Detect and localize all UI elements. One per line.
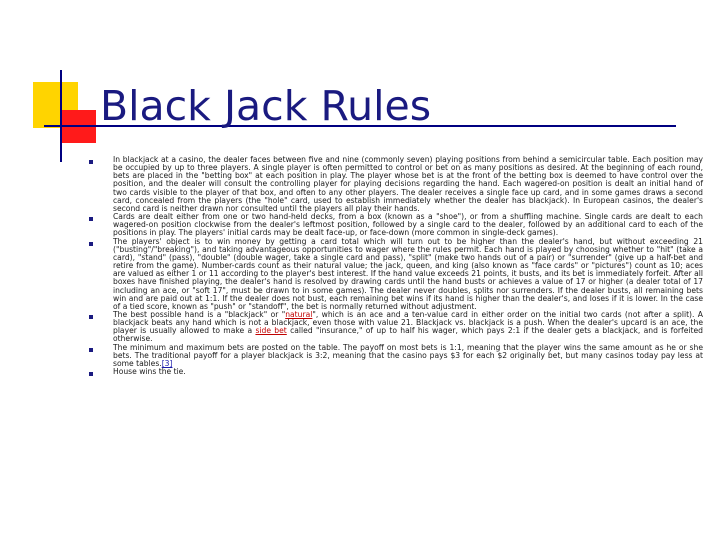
rule-item: [113, 368, 703, 376]
bullet-icon: [89, 242, 93, 246]
slide-title: Black Jack Rules: [100, 82, 432, 130]
rule-text: The players' object is to win money by getting a card total which will turn out to be higher than the dealer's hand, but without exceeding 21 ("busting"/"breaking"), and taking advantageous opportunities to wager where the rules permit. Each hand is played by choosing whether to "hit" (take a card), "stand" (pass), "double" (double wager, take a single card and pass), "split" (make two hands out of a pair) or "surrender" (give up a half-bet and retire from the game). Number-cards count as their natural value; the jack, queen, and king (also known as "face cards" or "pictures") count as 10; aces are valued as either 1 or 11 according to the player's best interest. If the hand value exceeds 21 points, it busts, and its bet is immediately forfeit. After all boxes have finished playing, the dealer's hand is resolved by drawing cards until the hand busts or achieves a value of 17 or higher (a dealer total of 17 including an ace, or "soft 17", must be drawn to in some games). The dealer never doubles, splits nor surrenders. If the dealer busts, all remaining bets win and are paid out at 1:1. If the dealer does not bust, each remaining bet wins if its hand is higher than the dealer's, and loses if it is lower. In the case of a tied score, known as "push" or "standoff", the bet is normally returned without adjustment.: [113, 236, 703, 311]
rule-item: [113, 156, 703, 213]
rule-item: [113, 238, 703, 311]
rule-text: Cards are dealt either from one or two hand-held decks, from a box (known as a "shoe"), or from a shuffling machine. Single cards are dealt to each wagered-on position clockwise from the dealer's leftmost position, followed by a single card to the dealer, followed by an additional card to each of the positions in play. The players' initial cards may be dealt face-up, or face-down (more common in single-deck games).: [113, 212, 703, 238]
rule-item: [113, 213, 703, 237]
rule-text: called "insurance," of up to half his wager, which pays 2:1 if the dealer gets a blackjack, and is forfeited otherwise.: [113, 326, 703, 344]
rule-item: [113, 344, 703, 368]
rule-text: ", which is an ace and a ten-value card in either order on the initial two cards (not after a split). A blackjack beats any hand which is not a blackjack, even those with value 21. Blackjack vs. blackjack is a push. When the dealer's upcard is an ace, the player is usually allowed to make a: [113, 309, 703, 336]
citation-link[interactable]: [3]: [161, 358, 173, 368]
bullet-icon: [89, 372, 93, 376]
natural-link[interactable]: natural: [285, 309, 313, 319]
rules-list: [113, 156, 703, 376]
side-bet-link[interactable]: side bet: [255, 326, 287, 336]
decor-vertical-line: [60, 70, 62, 162]
rule-item: [113, 311, 703, 344]
bullet-icon: [89, 348, 93, 352]
rule-text: The best possible hand is a "blackjack" or ": [113, 309, 286, 319]
rule-text: In blackjack at a casino, the dealer faces between five and nine (commonly seven) playing positions from behind a semicircular table. Each position may be occupied by up to three players. A single player is often permitted to control or bet on as many positions as desired. At the beginning of each round, bets are placed in the "betting box" at each position in play. The player whose bet is at the front of the betting box is deemed to have control over the position, and the dealer will consult the controlling player for playing decisions regarding the hand. Each wagered-on position is dealt an initial hand of two cards visible to the player of that box, and often to any other players. The dealer receives a single face up card, and in some games draws a second card, concealed from the players (the "hole" card, used to establish immediately whether the dealer has blackjack). In European casinos, the dealer's second card is neither drawn nor consulted until the players all play their hands.: [113, 155, 703, 213]
bullet-icon: [89, 160, 93, 164]
rule-text: House wins the tie.: [113, 367, 186, 377]
bullet-icon: [89, 315, 93, 319]
rule-text: The minimum and maximum bets are posted on the table. The payoff on most bets is 1:1, meaning that the player wins the same amount as he or she bets. The traditional payoff for a player blackjack is 3:2, meaning that the casino pays $3 for each $2 originally bet, but many casinos today pay less at some tables.: [113, 342, 703, 368]
bullet-icon: [89, 217, 93, 221]
